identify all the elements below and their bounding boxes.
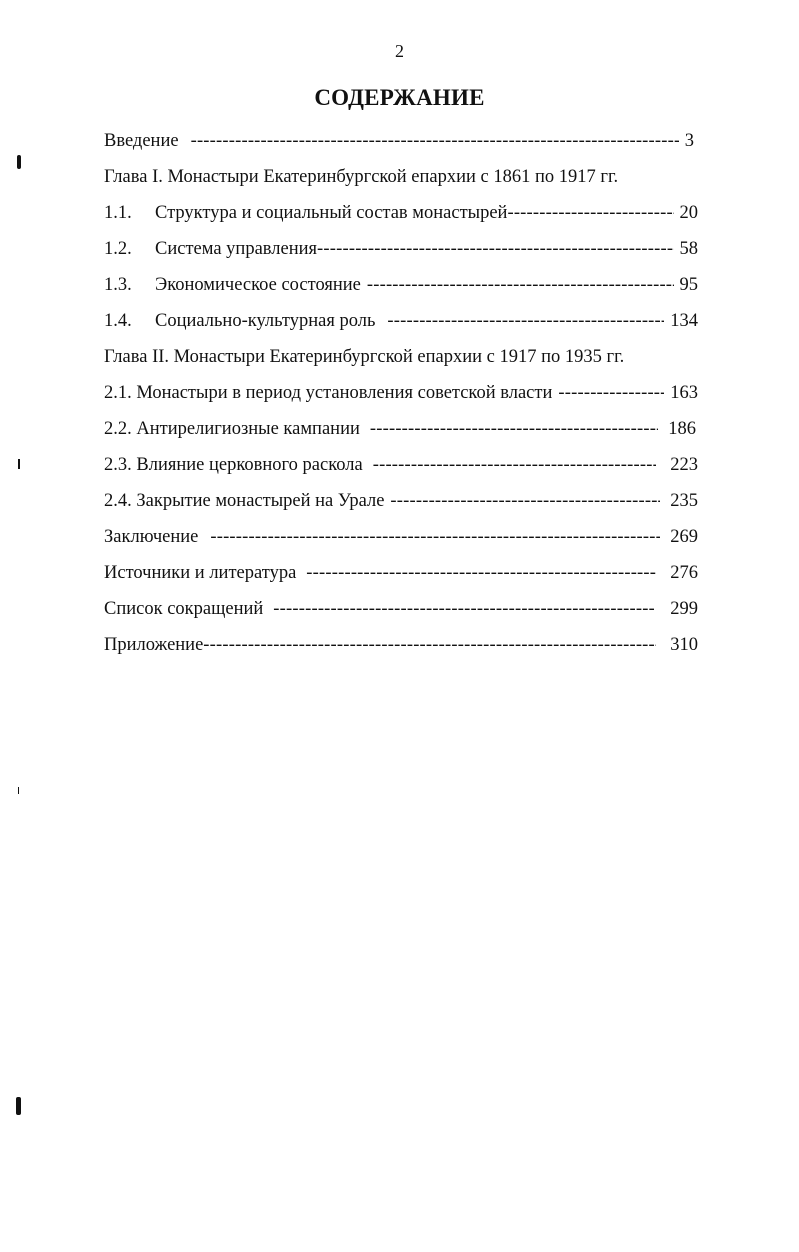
- toc-entry-page: 163: [670, 383, 698, 403]
- toc-entry-abbreviations[interactable]: [104, 596, 698, 622]
- toc-entry-page: 223: [670, 455, 698, 475]
- toc-entry-page: 95: [679, 275, 698, 295]
- toc-entry-label: Экономическое состояние: [155, 275, 361, 295]
- toc-entry-number: 1.2.: [104, 239, 132, 259]
- scan-mark: [17, 155, 21, 169]
- toc-entry-label: Заключение: [104, 527, 199, 547]
- leader-dots: [373, 452, 657, 478]
- toc-entry[interactable]: [104, 308, 698, 334]
- toc-entry-label: Структура и социальный состав монастырей: [155, 203, 508, 223]
- scan-mark: [16, 1097, 21, 1115]
- toc-entry[interactable]: [104, 380, 698, 406]
- toc-entry-label: Введение: [104, 131, 179, 151]
- leader-dots: [273, 596, 654, 622]
- toc-entry-number: 1.3.: [104, 275, 132, 295]
- toc-entry-label: Система управления: [155, 239, 318, 259]
- leader-dots: [558, 380, 664, 406]
- toc-entry-label: Социально-культурная роль: [155, 311, 376, 331]
- toc-entry-number: 1.1.: [104, 203, 132, 223]
- toc-entry-label: 2.4. Закрытие монастырей на Урале: [104, 491, 385, 511]
- page-number: 2: [395, 41, 404, 61]
- chapter-heading[interactable]: Глава II. Монастыри Екатеринбургской епархии с 1917 по 1935 гг.: [104, 347, 625, 367]
- leader-dots: [390, 488, 660, 514]
- toc-entry-page: 269: [670, 527, 698, 547]
- scan-mark: [18, 787, 19, 794]
- toc-entry-page: 186: [668, 419, 696, 439]
- toc-entry-page: 58: [679, 239, 698, 259]
- chapter-heading[interactable]: Глава I. Монастыри Екатеринбургской епархии с 1861 по 1917 гг.: [104, 167, 619, 187]
- toc-entry[interactable]: [104, 416, 696, 442]
- leader-dots: [210, 524, 660, 550]
- toc-entry-label: 2.1. Монастыри в период установления советской власти: [104, 383, 553, 403]
- toc-entry-label: 2.3. Влияние церковного раскола: [104, 455, 363, 475]
- toc-entry[interactable]: [104, 200, 698, 226]
- toc-entry-label: Источники и литература: [104, 563, 297, 583]
- toc-entry-page: 310: [670, 635, 698, 655]
- leader-dots: [306, 560, 656, 586]
- toc-entry-appendix[interactable]: [104, 632, 698, 658]
- toc-entry-page: 134: [670, 311, 698, 331]
- page-title: СОДЕРЖАНИЕ: [314, 85, 485, 110]
- toc-entry-page: 20: [679, 203, 698, 223]
- toc-entry-page: 276: [670, 563, 698, 583]
- leader-dots: [387, 308, 664, 334]
- toc-entry-conclusion[interactable]: [104, 524, 698, 550]
- leader-dots: [507, 200, 673, 226]
- toc-entry-label: 2.2. Антирелигиозные кампании: [104, 419, 360, 439]
- leader-dots: [203, 632, 656, 658]
- toc-entry-page: 235: [670, 491, 698, 511]
- toc-entry[interactable]: [104, 236, 698, 262]
- leader-dots: [370, 416, 658, 442]
- toc-entry-intro[interactable]: [104, 128, 694, 154]
- toc-entry-sources[interactable]: [104, 560, 698, 586]
- leader-dots: [367, 272, 674, 298]
- toc-entry[interactable]: [104, 488, 698, 514]
- toc-entry-number: 1.4.: [104, 311, 132, 331]
- toc-entry[interactable]: [104, 272, 698, 298]
- toc-entry-page: 299: [670, 599, 698, 619]
- leader-dots: [191, 128, 679, 154]
- toc-entry-label: Приложение: [104, 635, 204, 655]
- toc-entry-label: Список сокращений: [104, 599, 264, 619]
- scan-mark: [18, 459, 20, 469]
- toc-entry-page: 3: [684, 131, 694, 151]
- leader-dots: [317, 236, 673, 262]
- toc-entry[interactable]: [104, 452, 698, 478]
